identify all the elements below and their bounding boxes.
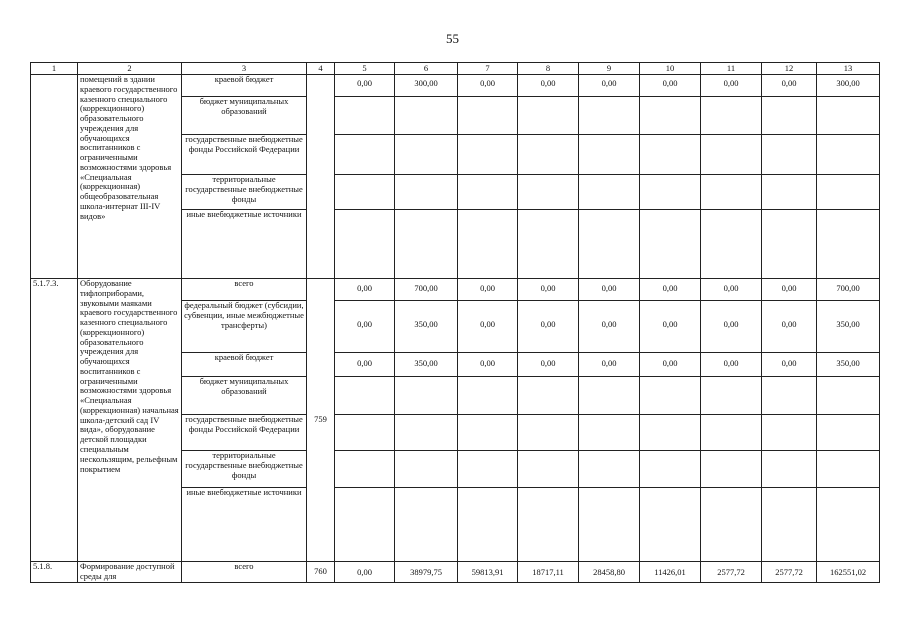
row-code: 5.1.7.3. xyxy=(31,279,78,562)
col-header: 2 xyxy=(78,63,182,75)
value-cell: 0,00 xyxy=(518,301,579,353)
value-cell: 0,00 xyxy=(579,75,640,97)
value-cell: 162551,02 xyxy=(817,562,880,583)
value-cell: 28458,80 xyxy=(579,562,640,583)
col-header: 12 xyxy=(762,63,817,75)
funding-source: краевой бюджет xyxy=(182,75,307,97)
value-cell: 18717,11 xyxy=(518,562,579,583)
col4-cell xyxy=(307,75,335,279)
value-cell: 0,00 xyxy=(640,75,701,97)
col-header: 7 xyxy=(458,63,518,75)
value-cell: 300,00 xyxy=(395,75,458,97)
value-cell: 300,00 xyxy=(817,75,880,97)
budget-table xyxy=(30,62,880,583)
funding-source: иные внебюджетные источники xyxy=(182,210,307,279)
row-description: Формирование доступной среды для xyxy=(78,562,182,583)
value-cell: 0,00 xyxy=(335,353,395,377)
value-cell: 0,00 xyxy=(762,279,817,301)
funding-source: бюджет муниципальных образований xyxy=(182,377,307,415)
funding-source: государственные внебюджетные фонды Российской Федерации xyxy=(182,135,307,175)
value-cell: 700,00 xyxy=(395,279,458,301)
value-cell: 38979,75 xyxy=(395,562,458,583)
value-cell: 0,00 xyxy=(335,75,395,97)
value-cell: 350,00 xyxy=(395,353,458,377)
value-cell: 0,00 xyxy=(701,279,762,301)
value-cell: 11426,01 xyxy=(640,562,701,583)
funding-source: всего xyxy=(182,562,307,583)
row-description: помещений в здании краевого государственного казенного специального (коррекционного) образовательного учреждения для обучающихся воспитанников с ограниченными возможностями здоровья «Специальная (коррекционная) общеобразовательная школа-интернат III-IV видов» xyxy=(78,75,182,279)
table-row xyxy=(31,279,880,301)
value-cell: 0,00 xyxy=(762,353,817,377)
col-header: 11 xyxy=(701,63,762,75)
row-code xyxy=(31,75,78,279)
funding-source: бюджет муниципальных образований xyxy=(182,97,307,135)
value-cell: 0,00 xyxy=(579,301,640,353)
funding-source: государственные внебюджетные фонды Российской Федерации xyxy=(182,415,307,451)
value-cell: 0,00 xyxy=(640,353,701,377)
value-cell: 0,00 xyxy=(458,75,518,97)
value-cell: 700,00 xyxy=(817,279,880,301)
col4-cell: 760 xyxy=(307,562,335,583)
value-cell: 2577,72 xyxy=(762,562,817,583)
col-header: 3 xyxy=(182,63,307,75)
value-cell: 0,00 xyxy=(701,353,762,377)
value-cell: 0,00 xyxy=(458,279,518,301)
funding-source: федеральный бюджет (субсидии, субвенции, иные межбюджетные трансферты) xyxy=(182,301,307,353)
col-header: 5 xyxy=(335,63,395,75)
value-cell: 59813,91 xyxy=(458,562,518,583)
funding-source: территориальные государственные внебюджетные фонды xyxy=(182,451,307,488)
funding-source: всего xyxy=(182,279,307,301)
row-code: 5.1.8. xyxy=(31,562,78,583)
row-description: Оборудование тифлоприборами, звуковыми маяками краевого государственного казенного специального (коррекционного) образовательного учреждения для обучающихся воспитанников с ограниченными возможностями здоровья «Специальная (коррекционная) начальная школа-детский сад IV вида», оборудование детской площадки специальным нескользящим, рельефным покрытием xyxy=(78,279,182,562)
value-cell: 0,00 xyxy=(458,301,518,353)
table-row xyxy=(31,75,880,97)
value-cell: 350,00 xyxy=(395,301,458,353)
value-cell: 350,00 xyxy=(817,301,880,353)
funding-source: территориальные государственные внебюджетные фонды xyxy=(182,175,307,210)
value-cell: 0,00 xyxy=(640,279,701,301)
header-row xyxy=(31,63,880,75)
value-cell: 0,00 xyxy=(701,75,762,97)
page-number: 55 xyxy=(446,31,459,46)
value-cell: 0,00 xyxy=(762,301,817,353)
value-cell: 0,00 xyxy=(518,75,579,97)
col-header: 6 xyxy=(395,63,458,75)
value-cell: 0,00 xyxy=(335,562,395,583)
value-cell: 350,00 xyxy=(817,353,880,377)
value-cell: 0,00 xyxy=(701,301,762,353)
col4-cell: 759 xyxy=(307,279,335,562)
funding-source: иные внебюджетные источники xyxy=(182,488,307,562)
col-header: 13 xyxy=(817,63,880,75)
value-cell: 0,00 xyxy=(579,279,640,301)
value-cell: 0,00 xyxy=(518,353,579,377)
col-header: 4 xyxy=(307,63,335,75)
col-header: 1 xyxy=(31,63,78,75)
value-cell: 0,00 xyxy=(640,301,701,353)
value-cell: 2577,72 xyxy=(701,562,762,583)
value-cell: 0,00 xyxy=(762,75,817,97)
col-header: 10 xyxy=(640,63,701,75)
table-row xyxy=(31,562,880,583)
funding-source: краевой бюджет xyxy=(182,353,307,377)
value-cell: 0,00 xyxy=(458,353,518,377)
value-cell: 0,00 xyxy=(335,301,395,353)
col-header: 8 xyxy=(518,63,579,75)
value-cell: 0,00 xyxy=(579,353,640,377)
value-cell: 0,00 xyxy=(335,279,395,301)
col-header: 9 xyxy=(579,63,640,75)
value-cell: 0,00 xyxy=(518,279,579,301)
